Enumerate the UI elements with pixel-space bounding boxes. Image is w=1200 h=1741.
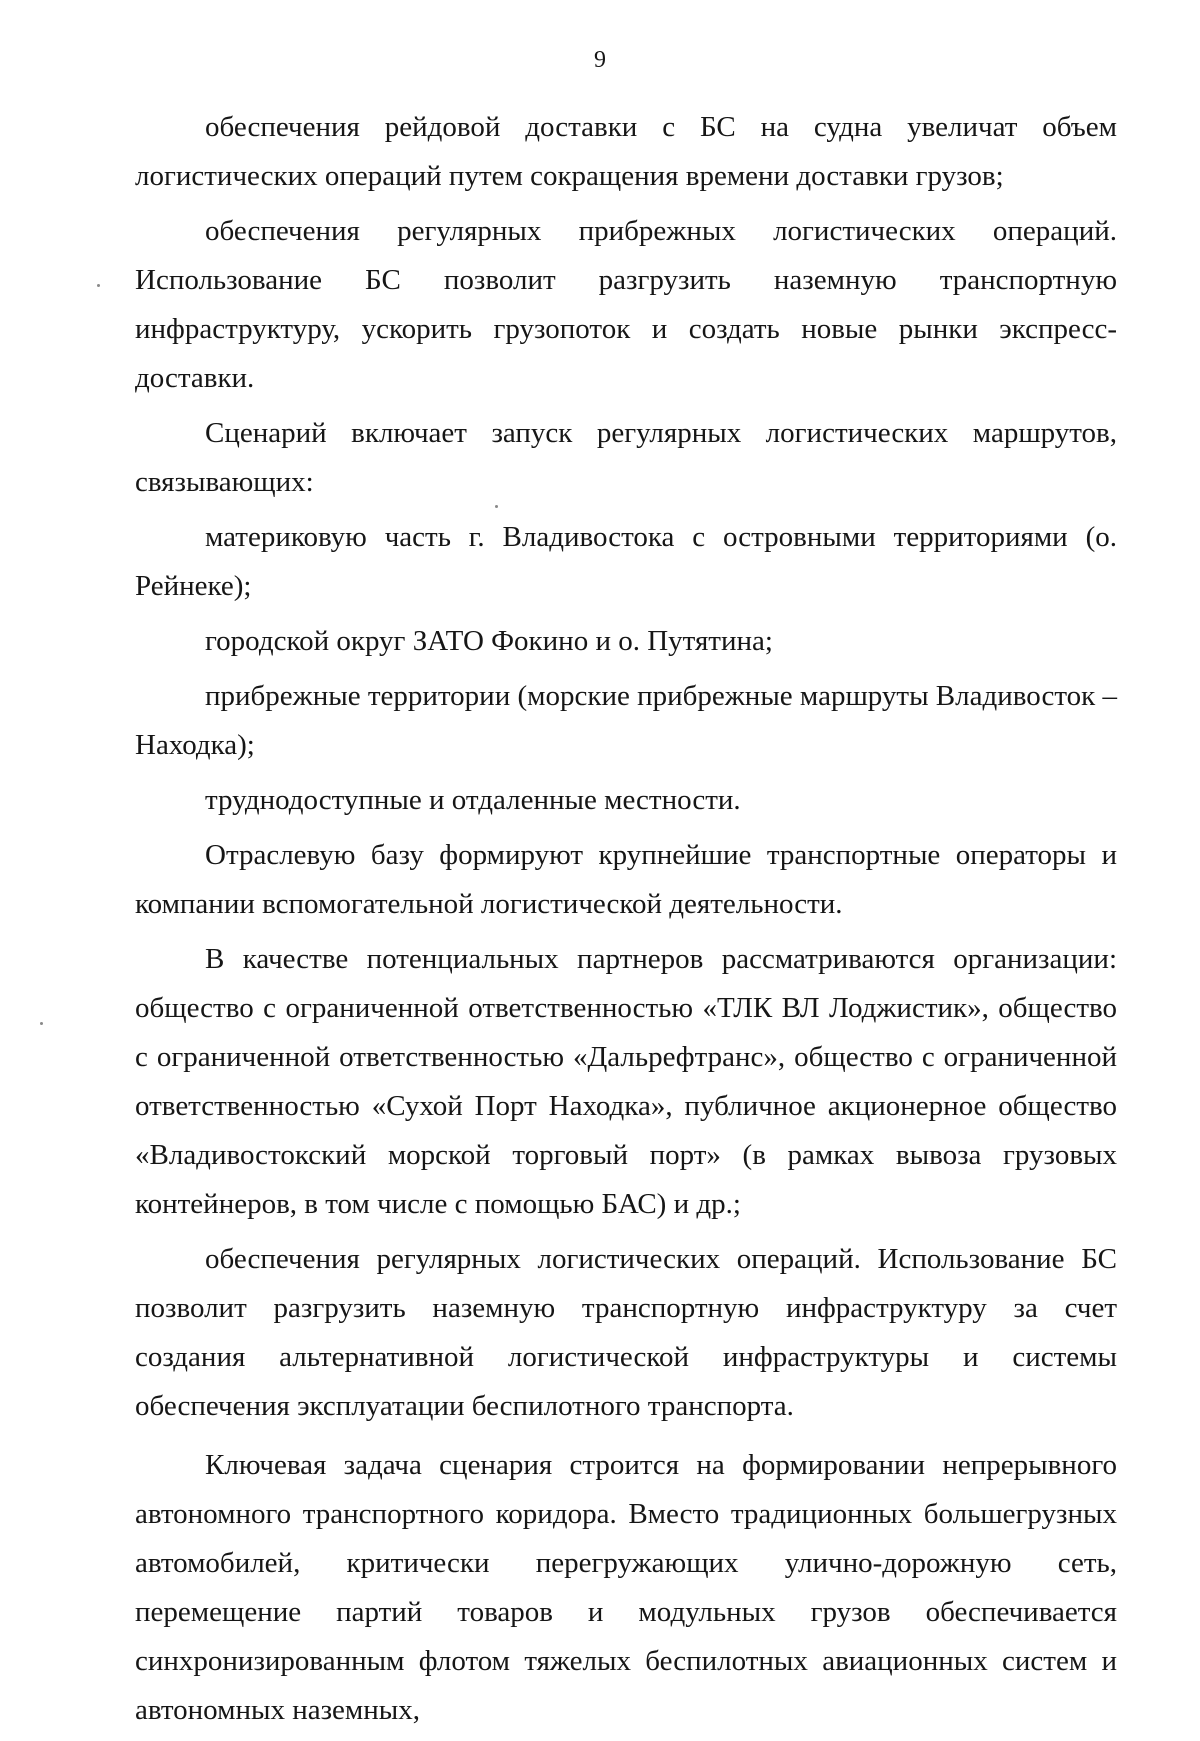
page-number: 9 — [594, 47, 606, 73]
body-text — [135, 103, 1117, 1741]
paragraph: Отраслевую базу формируют крупнейшие транспортные операторы и компании вспомогательной логистической деятельности. — [135, 839, 1117, 920]
paragraph: Сценарий включает запуск регулярных логистических маршрутов, связывающих: — [135, 417, 1117, 498]
paragraph: труднодоступные и отдаленные местности. — [205, 784, 741, 816]
paragraph: городской округ ЗАТО Фокино и о. Путятина; — [205, 625, 773, 657]
paragraph: обеспечения регулярных прибрежных логистических операций. Использование БС позволит разгрузить наземную транспортную инфраструктуру, ускорить грузопоток и создать новые рынки экспресс-доставки. — [135, 215, 1117, 394]
paragraph: обеспечения рейдовой доставки с БС на судна увеличат объем логистических операций путем сокращения времени доставки грузов; — [135, 111, 1117, 192]
paragraph: прибрежные территории (морские прибрежные маршруты Владивосток – Находка); — [135, 680, 1117, 761]
scan-speck — [97, 284, 100, 287]
paragraph: обеспечения регулярных логистических операций. Использование БС позволит разгрузить наземную транспортную инфраструктуру за счет создания альтернативной логистической инфраструктуры и системы обеспечения эксплуатации беспилотного транспорта. — [135, 1243, 1117, 1422]
paragraph: В качестве потенциальных партнеров рассматриваются организации: общество с ограниченной ответственностью «ТЛК ВЛ Лоджистик», общество с ограниченной ответственностью «Дальрефтранс», общество с ограниченной ответственностью «Сухой Порт Находка», публичное акционерное общество «Владивостокский морской торговый порт» (в рамках вывоза грузовых контейнеров, в том числе с помощью БАС) и др.; — [135, 943, 1117, 1220]
scan-speck — [40, 1022, 43, 1025]
paragraph: материковую часть г. Владивостока с островными территориями (о. Рейнеке); — [135, 521, 1117, 602]
paragraph: Ключевая задача сценария строится на формировании непрерывного автономного транспортного коридора. Вместо традиционных большегрузных автомобилей, критически перегружающих улично-дорожную сеть, перемещение партий товаров и модульных грузов обеспечивается синхронизированным флотом тяжелых беспилотных авиационных систем и автономных наземных, — [135, 1449, 1117, 1726]
